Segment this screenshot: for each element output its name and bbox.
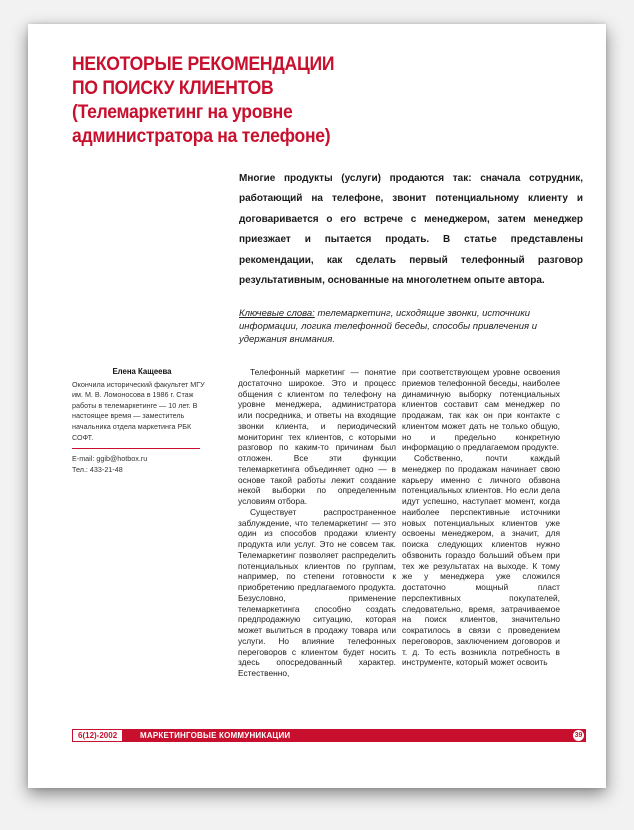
keywords — [239, 307, 583, 346]
author-phone: Тел.: 433-21-48 — [72, 464, 123, 474]
author-email: E-mail: ggib@hotbox.ru — [72, 454, 148, 464]
article-title — [72, 52, 540, 148]
body-paragraph: Собственно, почти каждый менеджер по продажам начинает свою карьеру именно с личного обзвона потенциальных клиентов. Но если дела идут успешно, наступает момент, когда наиболее перспективные источники новых потенциальных клиентов уже освоены менеджером, а значит, для поиска следующих клиентов нужно обзвонить гораздо больший объем при тех же результатах на выходе. К тому же у менеджера уже сложился достаточно мощный пласт перспективных покупателей, следовательно, время, затрачиваемое на поиск клиентов, значительно сократилось в связи с проведением переговоров, заключением договоров и т. д. То есть возникла потребность в инструменте, который может освоить — [402, 453, 560, 668]
body-column-2 — [402, 367, 560, 668]
page-footer — [72, 729, 586, 742]
author-block — [72, 367, 212, 475]
author-name: Елена Кащеева — [112, 367, 172, 376]
body-paragraph: Телефонный маркетинг — понятие достаточно широкое. Это и процесс общения с клиентом по телефону на уровне менеджера, администратора или посредника, и ответы на входящие звонки клиента, и периодический мониторинг тех клиентов, с которыми разговор по каким-то причинам был отложен. Все эти функции телемаркетинга объединяет одно — в основе такой работы лежит создание некой выборки по определенным условиям отбора. — [238, 367, 396, 506]
journal-page — [28, 24, 606, 788]
body-paragraph: Существует распространенное заблуждение, что телемаркетинг — это один из способов продажи клиенту продукта или услуг. Это не совсем так. Телемаркетинг позволяет распределить потенциальных клиентов по группам, например, по степени готовности к приобретению предлагаемого продукта. Безусловно, применение телемаркетинга способно создать предпродажную ситуацию, которая может вылиться в продажу товара или услуги. Но влияние телефонных переговоров с клиентом будет носить здесь опосредованный характер. Естественно, — [238, 506, 396, 678]
issue-number: 6(12)-2002 — [72, 729, 123, 742]
journal-name: МАРКЕТИНГОВЫЕ КОММУНИКАЦИИ — [140, 731, 291, 740]
article-lead: Многие продукты (услуги) продаются так: сначала сотрудник, работающий на телефоне, звонит потенциальному клиенту и договаривается о его встрече с менеджером, затем менеджер приезжает и пытается продать. В статье представлены рекомендации, как сделать первый телефонный разговор результативным, основанные на многолетнем опыте автора. — [239, 173, 583, 287]
keywords-list: телемаркетинг, исходящие звонки, источники информации, логика телефонной беседы, способы привлечения и удержания внимания. — [239, 308, 538, 345]
body-paragraph: при соответствующем уровне освоения приемов телефонной беседы, наиболее динамичную выборку потенциальных клиентов составит сам менеджер по продажам, так как он при контакте с клиентом может дать не только общую, но и предельно конкретную информацию о предлагаемом продукте. — [402, 367, 560, 453]
title-line-1: НЕКОТОРЫЕ РЕКОМЕНДАЦИИ — [72, 53, 335, 75]
keywords-label: Ключевые слова: — [239, 308, 315, 319]
body-column-1 — [238, 367, 396, 679]
title-line-4: администратора на телефоне) — [72, 125, 331, 147]
title-line-3: (Телемаркетинг на уровне — [72, 101, 293, 123]
page-number: 39 — [574, 732, 583, 739]
title-line-2: ПО ПОИСКУ КЛИЕНТОВ — [72, 77, 274, 99]
author-bio: Окончила исторический факультет МГУ им. М. В. Ломоносова в 1986 г. Стаж работы в телемаркетинге — 10 лет. В настоящее время — заместитель начальника отдела маркетинга РБК СОФТ. — [72, 379, 205, 442]
author-divider — [72, 448, 200, 449]
